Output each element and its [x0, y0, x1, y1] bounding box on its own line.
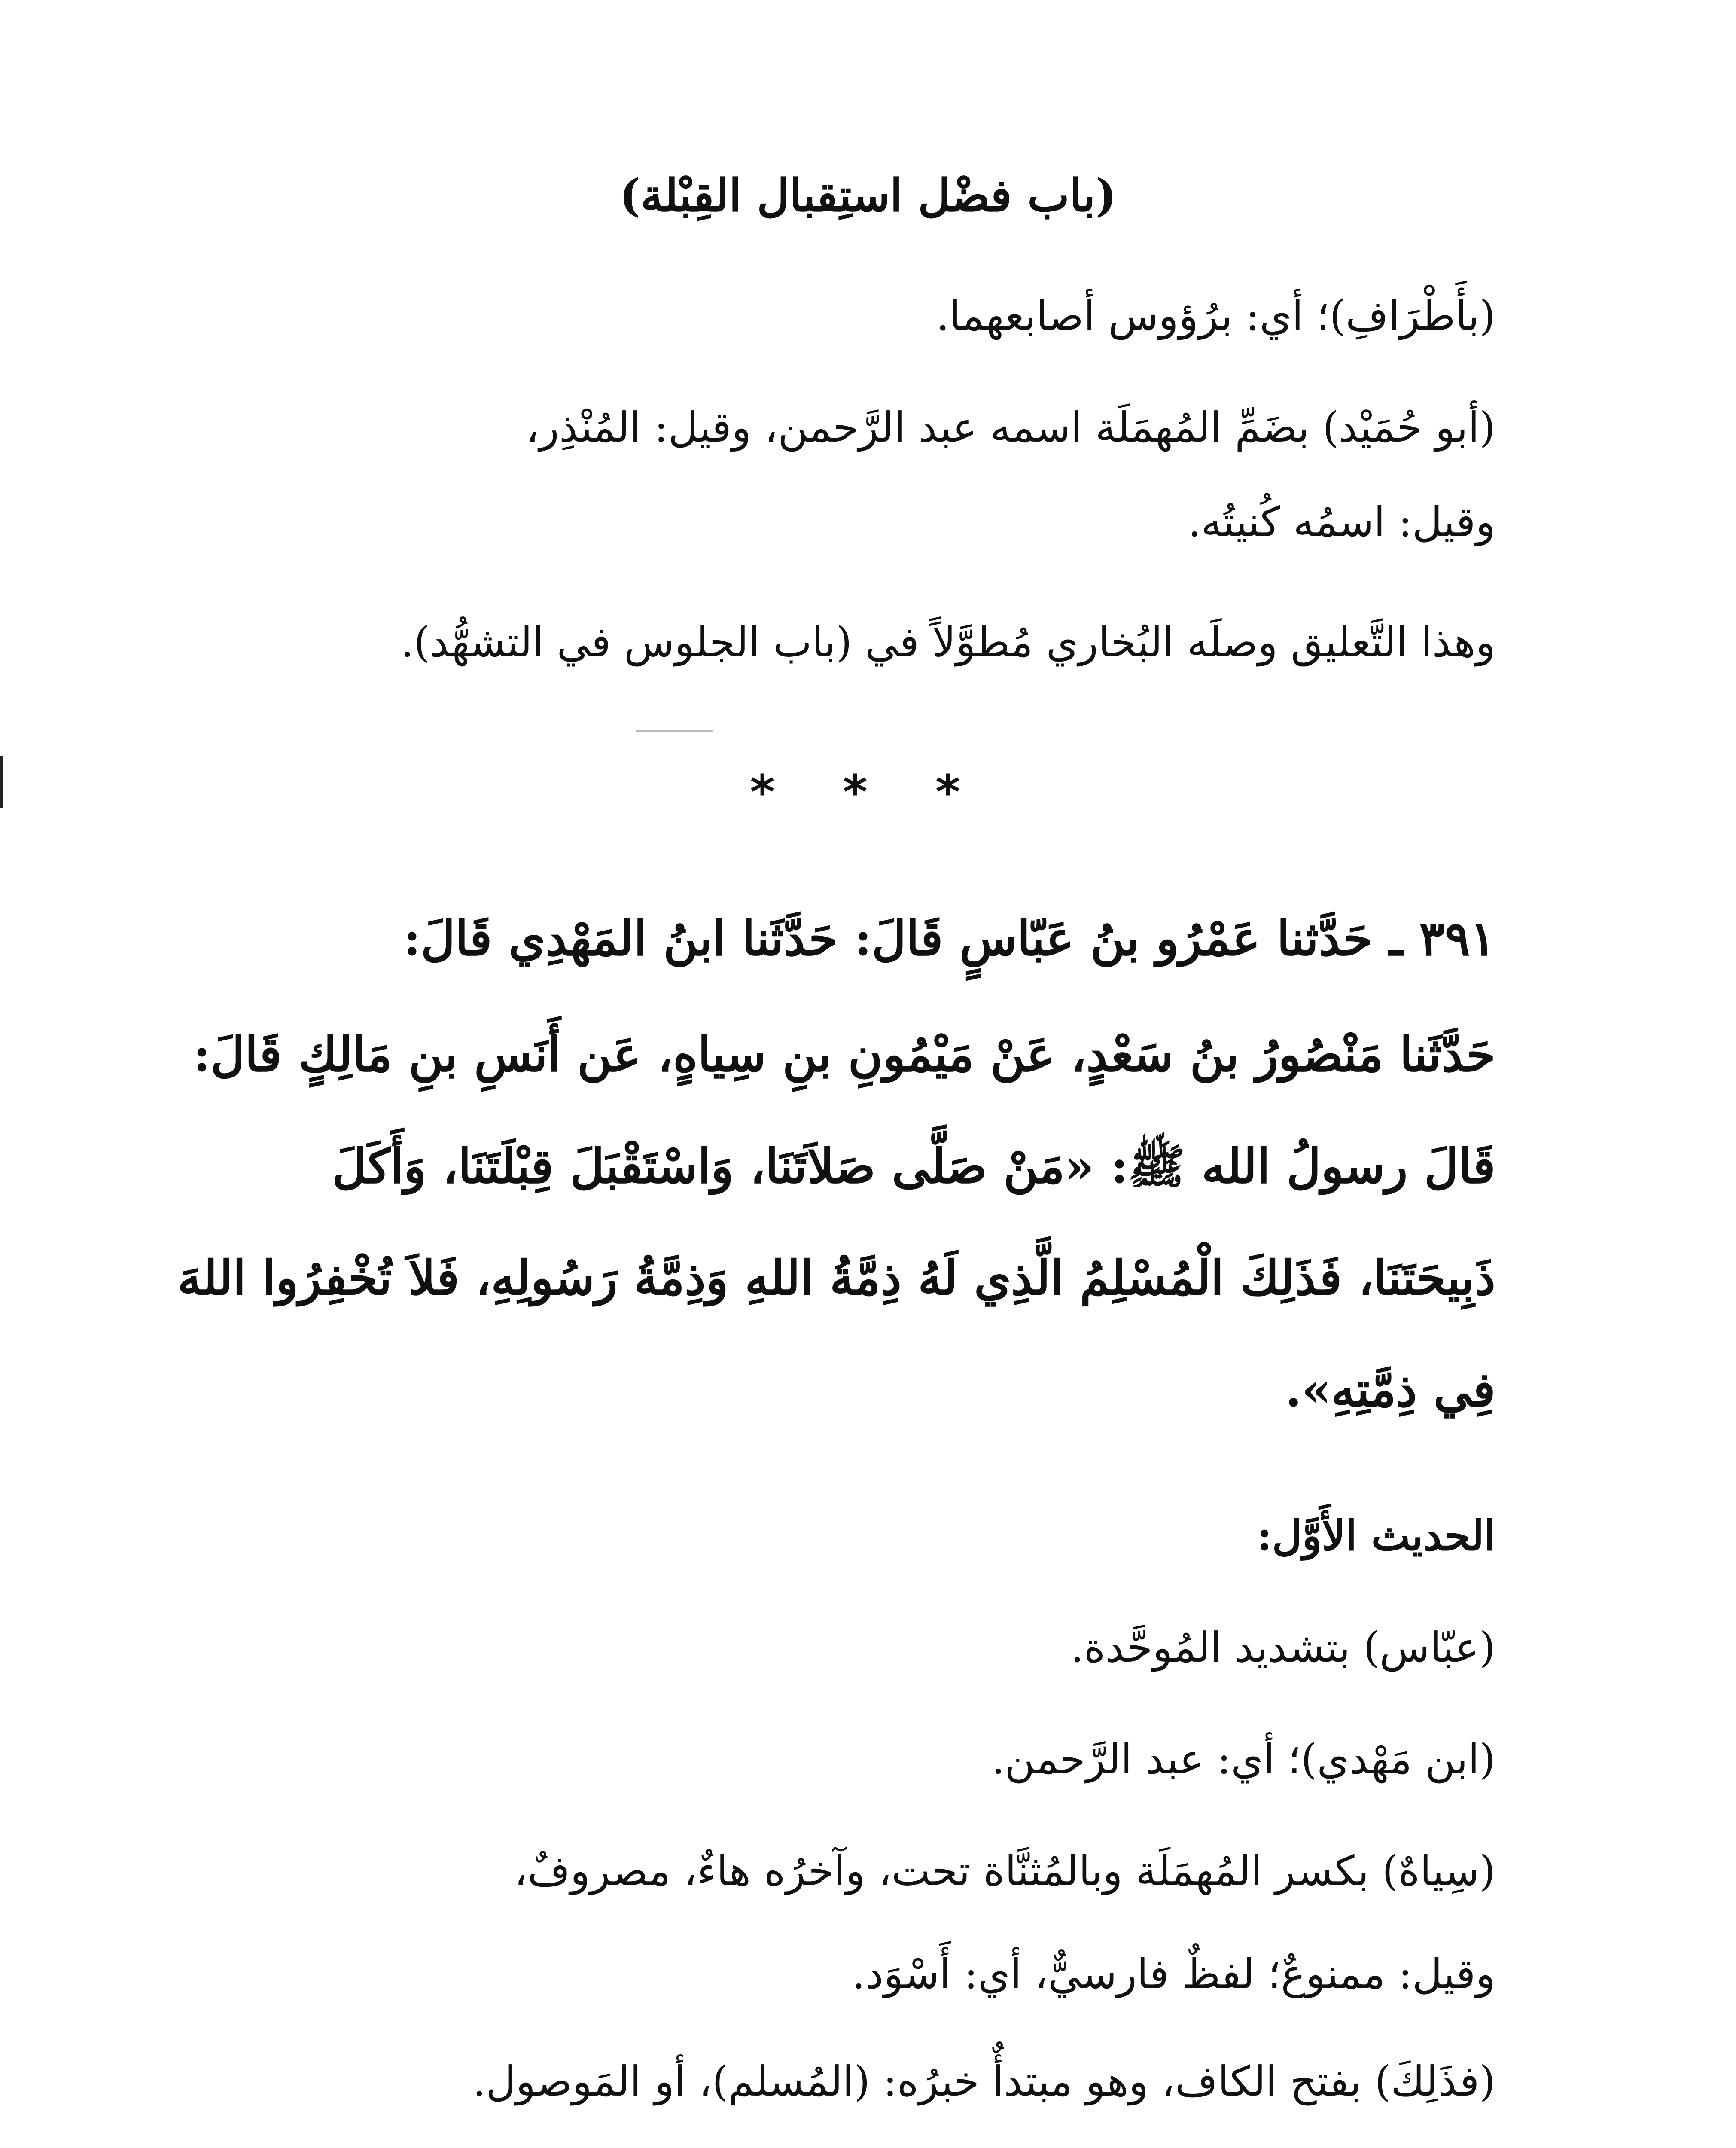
- hadith-line: فِي ذِمَّتِهِ».: [1285, 1362, 1495, 1417]
- commentary-line: (بأَطْرَافِ)؛ أي: برُؤوس أصابعهما.: [936, 292, 1495, 340]
- hadith-line: ٣٩١ ـ حَدَّثنا عَمْرُو بنُ عَبّاسٍ قَالَ: حَدَّثَنا ابنُ المَهْدِي قَالَ:: [403, 911, 1495, 966]
- hadith-line: حَدَّثَنا مَنْصُورُ بنُ سَعْدٍ، عَنْ مَيْمُونِ بنِ سِياهٍ، عَن أَنَسِ بنِ مَالِكٍ قَالَ:: [193, 1027, 1495, 1082]
- commentary-line: وقيل: ممنوعٌ؛ لفظٌ فارسيٌّ، أي: أَسْوَد.: [852, 1950, 1495, 1998]
- hadith-line: ذَبِيحَتَنَا، فَذَلِكَ الْمُسْلِمُ الَّذِي لَهُ ذِمَّةُ اللهِ وَذِمَّةُ رَسُولِهِ، فَلاَ تُخْفِرُوا اللهَ: [177, 1250, 1495, 1306]
- faint-scan-mark: [636, 730, 713, 732]
- commentary-line: (فذَلِكَ) بفتح الكاف، وهو مبتدأٌ خبرُه: (المُسلم)، أو المَوصول.: [472, 2057, 1495, 2105]
- section-separator: * * *: [750, 765, 986, 820]
- commentary-subheading: الحديث الأَوَّل:: [1257, 1511, 1495, 1560]
- chapter-heading: (باب فضْل استِقبال القِبْلة): [619, 169, 1117, 222]
- commentary-line: وهذا التَّعليق وصلَه البُخاري مُطوَّلاً في (باب الجلوس في التشهُّد).: [400, 618, 1495, 666]
- commentary-line: وقيل: اسمُه كُنيتُه.: [1188, 498, 1495, 546]
- commentary-line: (أبو حُمَيْد) بضَمِّ المُهمَلَة اسمه عبد الرَّحمن، وقيل: المُنْذِر،: [526, 403, 1495, 452]
- commentary-line: (سِياهٌ) بكسر المُهمَلَة وبالمُثنَّاة تحت، وآخرُه هاءٌ، مصروفٌ،: [514, 1847, 1495, 1895]
- hadith-line: قَالَ رسولُ الله ﷺ: «مَنْ صَلَّى صَلاَتَنَا، وَاسْتَقْبَلَ قِبْلَتَنَا، وَأَكَلَ: [332, 1138, 1495, 1194]
- commentary-line: (عبّاس) بتشديد المُوحَّدة.: [1070, 1623, 1495, 1672]
- commentary-line: (ابن مَهْدي)؛ أي: عبد الرَّحمن.: [991, 1735, 1495, 1783]
